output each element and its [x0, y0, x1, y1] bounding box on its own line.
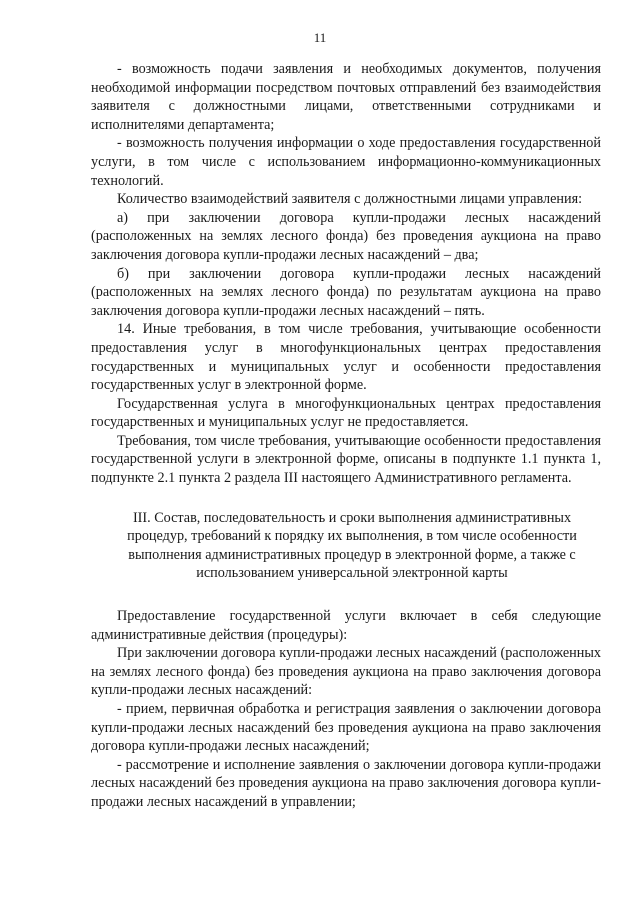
paragraph-postal-submission: - возможность подачи заявления и необходимых документов, получения необходимой информации посредством почтовых отправлений без взаимодействия заявителя с должностными лицами, ответственными сотрудниками и исполнителями департамента; — [91, 61, 601, 133]
paragraph-status-info: - возможность получения информации о ходе предоставления государственной услуги, в том числе с использованием информационно-коммуникационных технологий. — [91, 135, 601, 189]
paragraph-contract-without-auction: При заключении договора купли-продажи лесных насаждений (расположенных на землях лесного фонда) без проведения аукциона на право заключения договора купли-продажи лесных насаждений: — [91, 645, 601, 699]
page-body — [91, 60, 601, 812]
paragraph-admin-actions: Предоставление государственной услуги включает в себя следующие административные действия (процедуры): — [91, 608, 601, 643]
paragraph-reception-registration: - прием, первичная обработка и регистрация заявления о заключении договора купли-продажи лесных насаждений без проведения аукциона на право заключения договора купли-продажи лесных насаждений; — [91, 701, 601, 755]
paragraphs-top — [91, 60, 601, 488]
paragraph-interaction-count: Количество взаимодействий заявителя с должностными лицами управления: — [117, 191, 583, 208]
paragraph-electronic-requirements: Требования, том числе требования, учитывающие особенности предоставления государственной услуги в электронной форме, описаны в подпункте 1.1 пункта 1, подпункте 2.1 пункта 2 раздела III настоящего Административного регламента. — [91, 432, 601, 487]
paragraph-clause-14: 14. Иные требования, в том числе требования, учитывающие особенности предоставления услуг в многофункциональных центрах предоставления государственных и муниципальных услуг и особенности предоставления государственных услуг в электронной форме. — [91, 321, 601, 394]
paragraphs-bottom — [91, 607, 601, 812]
paragraph-item-b: б) при заключении договора купли-продажи лесных насаждений (расположенных на землях лесного фонда) по результатам аукциона на право заключения договора купли-продажи лесных насаждений – пять. — [91, 265, 601, 319]
paragraph-item-a: а) при заключении договора купли-продажи лесных насаждений (расположенных на землях лесного фонда) без проведения аукциона на право заключения договора купли-продажи лесных насаждений – два; — [91, 209, 601, 263]
paragraph-review-execution: - рассмотрение и исполнение заявления о заключении договора купли-продажи лесных насаждений без проведения аукциона на право заключения договора купли-продажи лесных насаждений в управлении; — [91, 756, 601, 810]
page-number: 11 — [313, 30, 327, 45]
paragraph-mfc-not-provided: Государственная услуга в многофункциональных центрах предоставления государственных и муниципальных услуг не предоставляется. — [91, 395, 601, 431]
section-heading: III. Состав, последовательность и сроки выполнения административных процедур, требований к порядку их выполнения, в том числе особенности выполнения административных процедур в электронной форме, а также с использованием универсальной электронной карты — [127, 509, 577, 582]
